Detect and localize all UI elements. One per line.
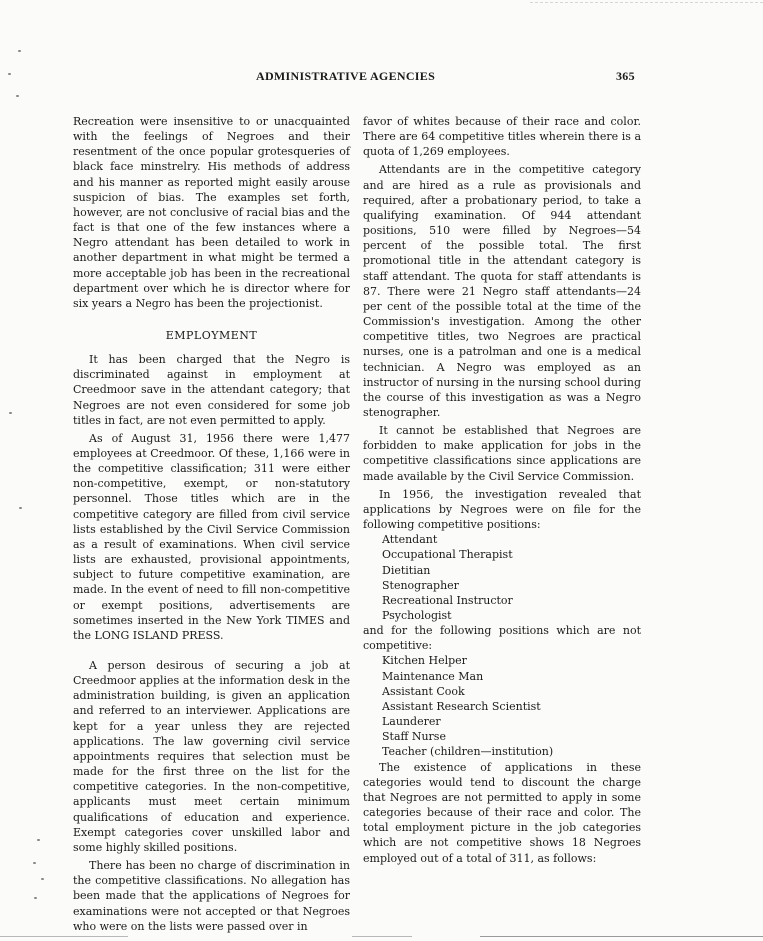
paragraph: A person desirous of securing a job at Creedmoor applies at the information desk in the administration building, is given an application and referred to an interviewer. Applications are kept for a year unless they are rejected applications. The law governing civil service appointments requires that selection must be made for the first three on the list for the competitive categories. In the non-competitive, applicants must meet certain minimum qualifications of education and experience. Exempt categories cover unskilled labor and some highly skilled positions. [73,659,350,854]
paragraph: It has been charged that the Negro is discriminated against in employment at Creedmoor save in the attendant category; that Negroes are not even considered for some job titles in fact, are not even permitted to apply. [73,353,350,427]
list-item: Assistant Research Scientist [382,699,541,713]
list-item: Maintenance Man [382,669,484,683]
scan-bottom-line [352,936,412,937]
list-item: Launderer [382,715,441,729]
page-number: 365 [616,69,635,83]
scan-speck [18,50,21,52]
left-column [73,114,350,934]
section-heading: EMPLOYMENT [165,329,258,343]
list-item: Staff Nurse [382,730,446,744]
list-item: Attendant [382,533,438,547]
running-head-title: ADMINISTRATIVE AGENCIES [256,69,436,83]
paragraph: It cannot be established that Negroes are forbidden to make application for jobs in the competitive classifications since applications are made available by the Civil Service Commission. [363,424,641,483]
paragraph: and for the following positions which are not competitive: [363,624,641,653]
scan-speck [16,95,19,97]
paragraph: The existence of applications in these categories would tend to discount the charge that Negroes are not permitted to apply in some categories because of their race and color. The total employment picture in the job categories which are not competitive shows 18 Negroes employed out of a total of 311, as follows: [363,760,641,865]
scan-speck [9,412,12,414]
scan-speck [37,839,40,841]
list-item: Stenographer [382,578,459,592]
scan-speck [19,507,22,509]
noncompetitive-positions-list [363,653,641,759]
running-head [0,69,763,85]
list-item: Teacher (children—institution) [382,745,554,759]
scan-bottom-line [480,936,763,937]
right-column [363,114,641,866]
spacer [73,643,350,658]
scan-speck [34,897,37,899]
paragraph: In 1956, the investigation revealed that applications by Negroes were on file for the following competitive positions: [363,487,641,532]
competitive-positions-list [363,532,641,623]
paragraph: There has been no charge of discrimination in the competitive classifications. No allegation has been made that the applications of Negroes for examinations were not accepted or that Negroes who were on the lists were passed over in [73,859,350,933]
list-item: Kitchen Helper [382,654,467,668]
paragraph: Recreation were insensitive to or unacquainted with the feelings of Negroes and their resentment of the once popular grotesqueries of black face minstrelry. His methods of address and his manner as reported might easily arouse suspicion of bias. The examples set forth, however, are not conclusive of racial bias and the fact is that one of the few instances where a Negro attendant has been detailed to work in another department in what might be termed a more acceptable job has been in the recreational department over which he is director where for six years a Negro has been the projectionist. [73,115,350,310]
paragraph: favor of whites because of their race and color. There are 64 competitive titles wherein there is a quota of 1,269 employees. [363,115,641,159]
scan-bottom-line [0,936,128,937]
list-item: Recreational Instructor [382,593,513,607]
scan-speck [8,73,11,75]
scan-speck [41,878,44,880]
paragraph: As of August 31, 1956 there were 1,477 employees at Creedmoor. Of these, 1,166 were in the competitive classification; 311 were either non-competitive, exempt, or non-statutory personnel. Those titles which are in the competitive category are filled from civil service lists established by the Civil Service Commission as a result of examinations. When civil service lists are exhausted, provisional appointments, subject to future competitive examination, are made. In the event of need to fill non-competitive or exempt positions, advertisements are sometimes inserted in the New York TIMES and the LONG ISLAND PRESS. [73,431,350,642]
list-item: Assistant Cook [382,684,465,698]
list-item: Dietitian [382,563,431,577]
paragraph: Attendants are in the competitive category and are hired as a rule as provisionals and required, after a probationary period, to take a qualifying examination. Of 944 attendant positions, 510 were filled by Negroes—54 percent of the possible total. The first promotional title in the attendant category is staff attendant. The quota for staff attendants is 87. There were 21 Negro staff attendants—24 per cent of the possible total at the time of the Commission's investigation. Among the other competitive titles, two Negroes are practical nurses, one is a patrolman and one is a medical technician. A Negro was employed as an instructor of nursing in the nursing school during the course of this investigation as was a Negro stenographer. [363,163,641,419]
spacer [73,311,350,326]
scan-speck [33,862,36,864]
list-item: Psychologist [382,609,452,622]
scan-edge-line [530,2,763,3]
list-item: Occupational Therapist [382,548,513,562]
